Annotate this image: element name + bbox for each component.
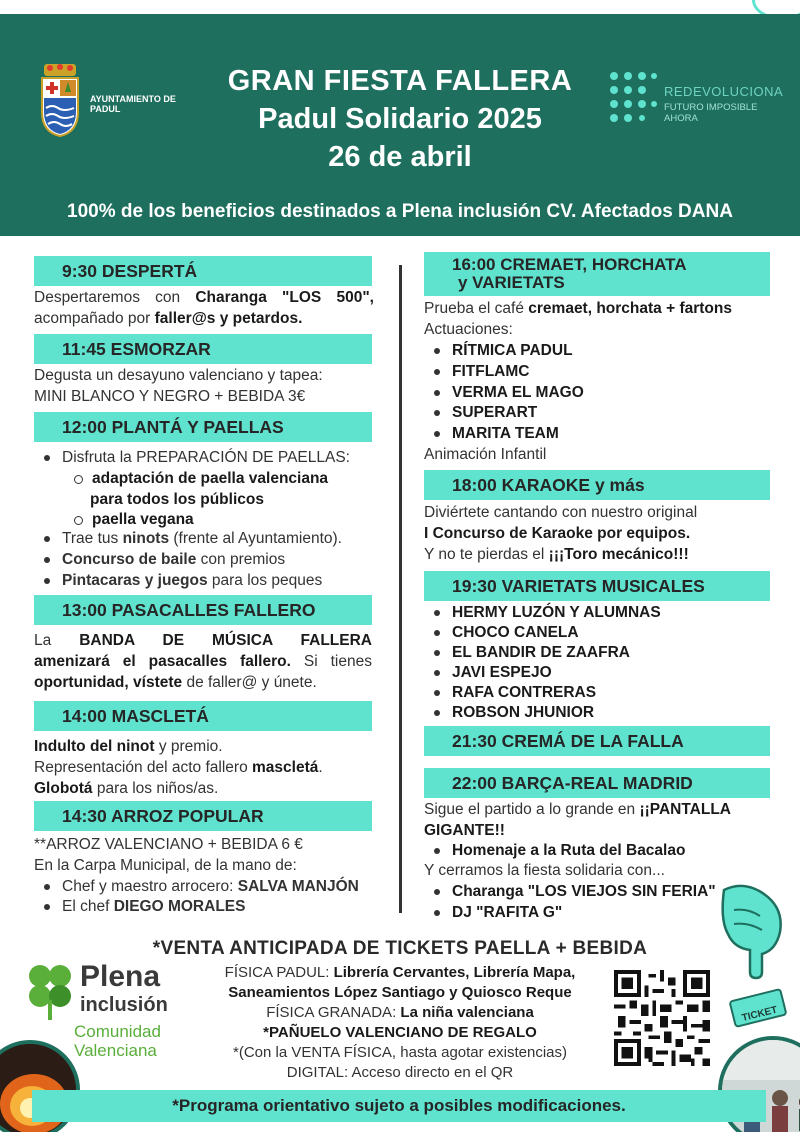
venta-line: DIGITAL: Acceso directo en el QR	[286, 1064, 514, 1081]
list-item: EL BANDIR DE ZAAFRA	[424, 642, 630, 663]
section-heading-barca: 22:00 BARÇA-REAL MADRID	[424, 768, 770, 798]
barca-text: Sigue el partido a lo grande en ¡¡PANTALLA GIGANTE!!	[424, 801, 731, 839]
list-item: JAVI ESPEJO	[424, 662, 552, 683]
section-heading-pasacalles: 13:00 PASACALLES FALLERO	[34, 595, 372, 625]
section-heading-arroz: 14:30 ARROZ POPULAR	[34, 801, 372, 831]
cierre-text: Y cerramos la fiesta solidaria con...	[424, 862, 665, 879]
cremaet-text: Prueba el café cremaet, horchata + fartons Actuaciones:	[424, 300, 732, 338]
qr-code[interactable]	[614, 970, 710, 1066]
venta-title: *VENTA ANTICIPADA DE TICKETS PAELLA + BEBIDA	[152, 938, 648, 959]
list-item: Concurso de baile con premios	[34, 549, 285, 570]
animacion-text: Animación Infantil	[424, 446, 547, 463]
svg-text:TICKET: TICKET	[740, 1004, 779, 1024]
mascleta-text: Indulto del ninot y premio. Representación del acto fallero mascletá. Globotá para los niños/as.	[34, 738, 323, 797]
ayuntamiento-name: AYUNTAMIENTO DE PADUL	[90, 94, 176, 114]
list-item: Disfruta la PREPARACIÓN DE PAELLAS:	[34, 447, 350, 468]
event-subtitle: Padul Solidario 2025	[258, 103, 542, 135]
esmorzar-text: Degusta un desayuno valenciano y tapea: MINI BLANCO Y NEGRO + BEBIDA 3€	[34, 367, 323, 405]
list-item: MARITA TEAM	[424, 423, 559, 444]
venta-line: FÍSICA GRANADA: La niña valenciana	[266, 1004, 534, 1021]
list-item: RAFA CONTRERAS	[424, 682, 596, 703]
list-item: adaptación de paella valenciana	[34, 468, 328, 489]
section-heading-despierta: 9:30 DESPERTÁ	[34, 256, 372, 286]
venta-line: FÍSICA PADUL: Librería Cervantes, Librería Mapa,	[224, 964, 576, 981]
venta-line: *PAÑUELO VALENCIANO DE REGALO	[263, 1024, 537, 1041]
plena-name-2: inclusión	[80, 994, 168, 1016]
event-date: 26 de abril	[328, 141, 472, 173]
list-item: DJ "RAFITA G"	[424, 902, 562, 923]
list-item: Charanga "LOS VIEJOS SIN FERIA"	[424, 881, 716, 902]
event-title: GRAN FIESTA FALLERA	[227, 65, 573, 97]
section-heading-esmorzar: 11:45 ESMORZAR	[34, 334, 372, 364]
section-heading-varietats: 19:30 VARIETATS MUSICALES	[424, 571, 770, 601]
list-item: CHOCO CANELA	[424, 622, 579, 643]
list-item: FITFLAMC	[424, 361, 529, 382]
footer-disclaimer: *Programa orientativo sujeto a posibles modificaciones.	[32, 1090, 766, 1122]
list-item: Homenaje a la Ruta del Bacalao	[424, 840, 685, 861]
venta-line: Saneamientos López Santiago y Quiosco Reque	[228, 984, 572, 1001]
karaoke-text: Diviértete cantando con nuestro original I Concurso de Karaoke por equipos. Y no te pierdas el ¡¡¡Toro mecánico!!!	[424, 504, 698, 563]
list-item: HERMY LUZÓN Y ALUMNAS	[424, 602, 661, 623]
section-heading-mascleta: 14:00 MASCLETÁ	[34, 701, 372, 731]
list-item: RÍTMICA PADUL	[424, 340, 573, 361]
partner-tagline: FUTURO IMPOSIBLE AHORA	[664, 102, 758, 124]
list-item: Trae tus ninots (frente al Ayuntamiento).	[34, 528, 342, 549]
list-item: paella vegana	[34, 509, 194, 530]
list-item: El chef DIEGO MORALES	[34, 896, 245, 917]
list-item: VERMA EL MAGO	[424, 382, 584, 403]
pasacalles-text: La BANDA DE MÚSICA FALLERA amenizará el pasacalles fallero. Si tienes oportunidad, vístete de faller@ y únete.	[34, 632, 372, 691]
despierta-text: Despertaremos con Charanga "LOS 500", acompañado por faller@s y petardos.	[34, 289, 374, 327]
clover-icon	[26, 962, 74, 1022]
list-item: Chef y maestro arrocero: SALVA MANJÓN	[34, 876, 359, 897]
list-item: SUPERART	[424, 402, 537, 423]
pointing-hand-icon	[704, 880, 794, 980]
list-item: Pintacaras y juegos para los peques	[34, 570, 322, 591]
section-heading-crema: 21:30 CREMÁ DE LA FALLA	[424, 726, 770, 756]
plena-region: Comunidad Valenciana	[74, 1022, 161, 1060]
column-divider	[399, 265, 402, 913]
venta-line: *(Con la VENTA FÍSICA, hasta agotar existencias)	[232, 1044, 568, 1061]
redevoluciona-logo	[608, 70, 788, 130]
section-heading-planta: 12:00 PLANTÁ Y PAELLAS	[34, 412, 372, 442]
section-heading-cremaet: 16:00 CREMAET, HORCHATA y VARIETATS	[424, 252, 770, 296]
arroz-text: **ARROZ VALENCIANO + BEBIDA 6 € En la Carpa Municipal, de la mano de:	[34, 836, 303, 874]
partner-name: REDEVOLUCIONA	[664, 84, 784, 99]
list-item: ROBSON JHUNIOR	[424, 702, 594, 723]
list-item-continued: para todos los públicos	[90, 491, 264, 508]
plena-name: Plena	[80, 960, 161, 993]
section-heading-karaoke: 18:00 KARAOKE y más	[424, 470, 770, 500]
beneficios-banner: 100% de los beneficios destinados a Plena inclusión CV. Afectados DANA	[67, 201, 733, 222]
header-banner	[0, 14, 800, 236]
ticket-icon	[728, 985, 788, 1029]
dot-grid-icon	[608, 70, 658, 128]
